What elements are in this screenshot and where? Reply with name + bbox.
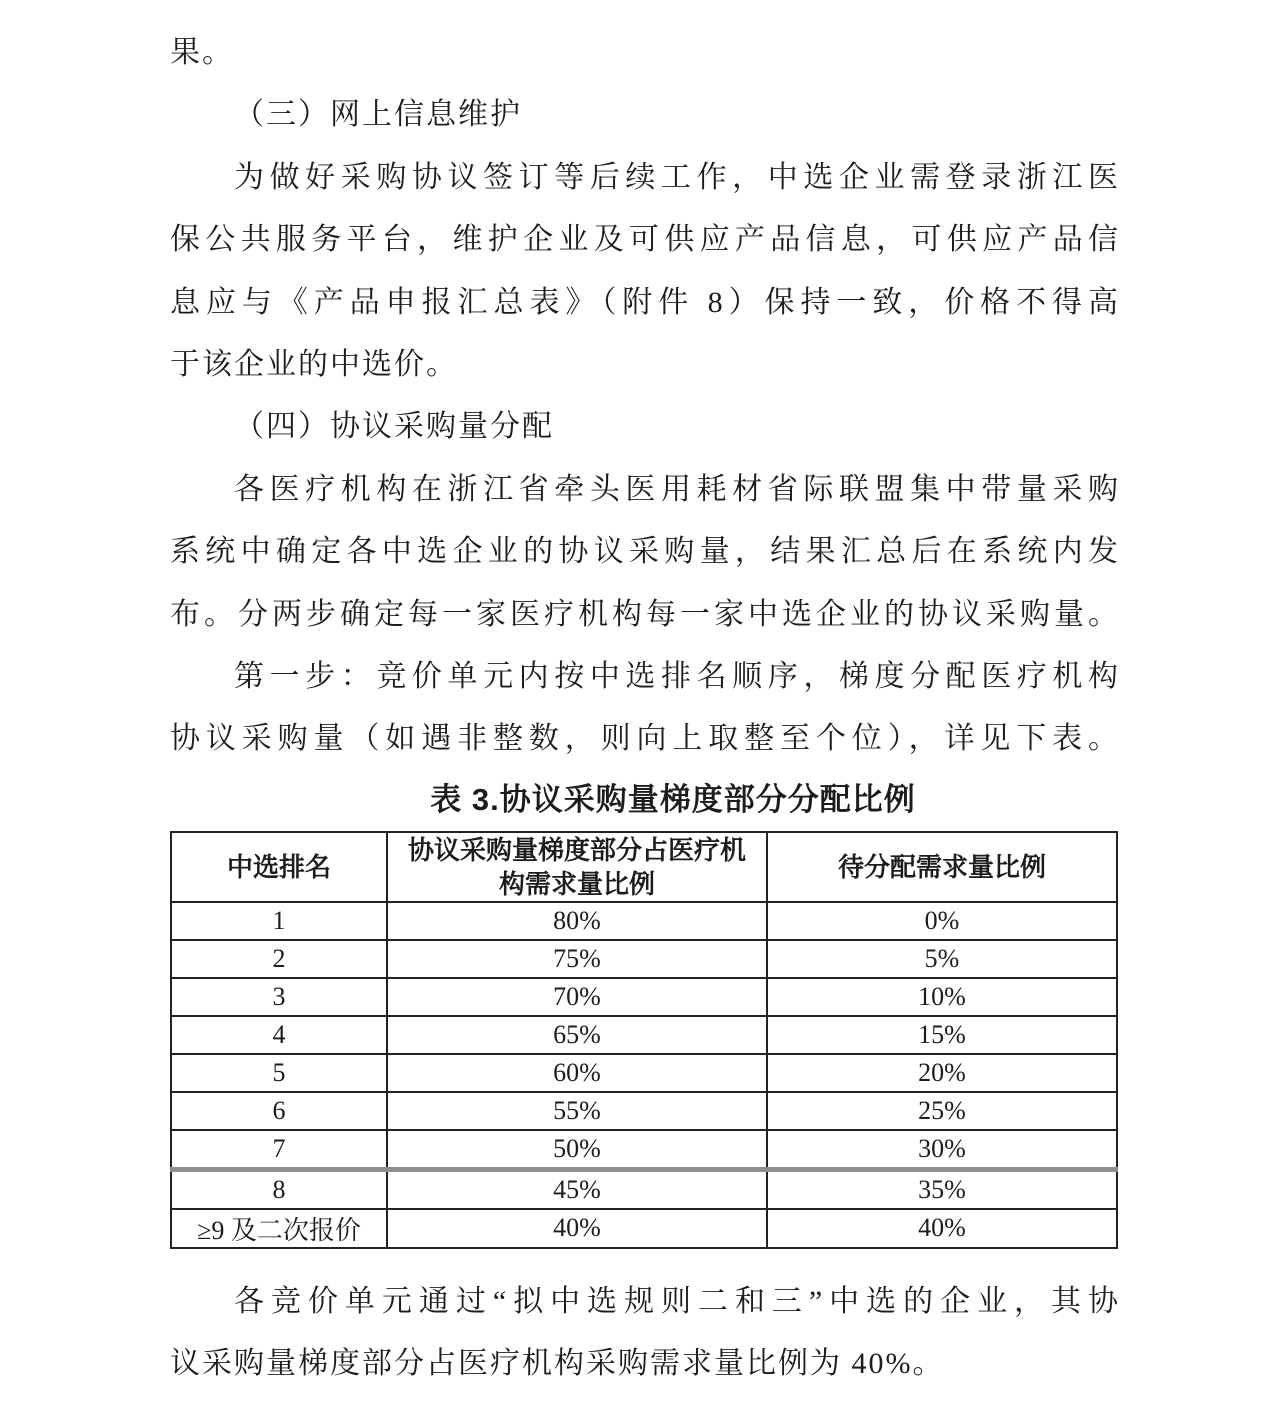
table-row bbox=[171, 978, 1117, 1016]
cell-tier-ratio: 80% bbox=[387, 902, 767, 940]
table-row bbox=[171, 1054, 1117, 1092]
table-header-rank: 中选排名 bbox=[171, 832, 387, 902]
cell-pending-ratio: 25% bbox=[767, 1092, 1117, 1130]
cell-tier-ratio: 75% bbox=[387, 940, 767, 978]
document-content bbox=[170, 22, 1120, 1395]
cell-rank: 8 bbox=[171, 1169, 387, 1209]
paragraph-line: 系统中确定各中选企业的协议采购量，结果汇总后在系统内发 bbox=[170, 535, 1120, 569]
cell-tier-ratio: 60% bbox=[387, 1054, 767, 1092]
section-heading-web-info: （三）网上信息维护 bbox=[234, 98, 522, 132]
cell-tier-ratio: 45% bbox=[387, 1169, 767, 1209]
cell-pending-ratio: 15% bbox=[767, 1016, 1117, 1054]
table-title: 表 3.协议采购量梯度部分分配比例 bbox=[430, 781, 916, 817]
cell-tier-ratio: 65% bbox=[387, 1016, 767, 1054]
cell-pending-ratio: 40% bbox=[767, 1209, 1117, 1248]
paragraph-line: 布。分两步确定每一家医疗机构每一家中选企业的协议采购量。 bbox=[170, 597, 1120, 631]
cell-pending-ratio: 5% bbox=[767, 940, 1117, 978]
cell-rank: 1 bbox=[171, 902, 387, 940]
cell-rank: 3 bbox=[171, 978, 387, 1016]
cell-pending-ratio: 10% bbox=[767, 978, 1117, 1016]
table-row bbox=[171, 1130, 1117, 1170]
paragraph-line: 第一步：竞价单元内按中选排名顺序，梯度分配医疗机构 bbox=[234, 659, 1120, 693]
table-header-tier-ratio: 协议采购量梯度部分占医疗机构需求量比例 bbox=[387, 832, 767, 902]
cell-rank: 2 bbox=[171, 940, 387, 978]
paragraph-line: 各竞价单元通过“拟中选规则二和三”中选的企业，其协 bbox=[234, 1284, 1120, 1318]
cell-tier-ratio: 50% bbox=[387, 1130, 767, 1170]
cell-rank: 6 bbox=[171, 1092, 387, 1130]
table-row bbox=[171, 902, 1117, 940]
table-row bbox=[171, 1092, 1117, 1130]
cell-tier-ratio: 40% bbox=[387, 1209, 767, 1248]
cell-pending-ratio: 20% bbox=[767, 1054, 1117, 1092]
paragraph-line: 协议采购量（如遇非整数，则向上取整至个位），详见下表。 bbox=[170, 722, 1120, 756]
cell-tier-ratio: 70% bbox=[387, 978, 767, 1016]
table-header-row bbox=[171, 832, 1117, 902]
table-row bbox=[171, 1016, 1117, 1054]
table-header-pending-ratio: 待分配需求量比例 bbox=[767, 832, 1117, 902]
paragraph-line: 息应与《产品申报汇总表》（附件 8）保持一致，价格不得高 bbox=[170, 285, 1120, 319]
paragraph-line: 议采购量梯度部分占医疗机构采购需求量比例为 40%。 bbox=[170, 1347, 945, 1381]
cell-rank: 4 bbox=[171, 1016, 387, 1054]
cell-pending-ratio: 35% bbox=[767, 1169, 1117, 1209]
paragraph-line: 果。 bbox=[170, 36, 234, 69]
paragraph-line: 保公共服务平台，维护企业及可供应产品信息，可供应产品信 bbox=[170, 223, 1120, 257]
paragraph-line: 为做好采购协议签订等后续工作，中选企业需登录浙江医 bbox=[234, 160, 1120, 194]
cell-pending-ratio: 0% bbox=[767, 902, 1117, 940]
closing-paragraph bbox=[170, 1271, 1120, 1396]
section-heading-volume-allocation: （四）协议采购量分配 bbox=[234, 410, 554, 444]
allocation-ratio-table bbox=[170, 831, 1118, 1249]
cell-tier-ratio: 55% bbox=[387, 1092, 767, 1130]
paragraph-line: 于该企业的中选价。 bbox=[170, 347, 458, 381]
table-row bbox=[171, 940, 1117, 978]
cell-pending-ratio: 30% bbox=[767, 1130, 1117, 1170]
paragraph-line: 各医疗机构在浙江省牵头医用耗材省际联盟集中带量采购 bbox=[234, 472, 1120, 506]
cell-rank: ≥9 及二次报价 bbox=[171, 1209, 387, 1248]
cell-rank: 5 bbox=[171, 1054, 387, 1092]
cell-rank: 7 bbox=[171, 1130, 387, 1170]
table-row bbox=[171, 1169, 1117, 1209]
table-row bbox=[171, 1209, 1117, 1248]
